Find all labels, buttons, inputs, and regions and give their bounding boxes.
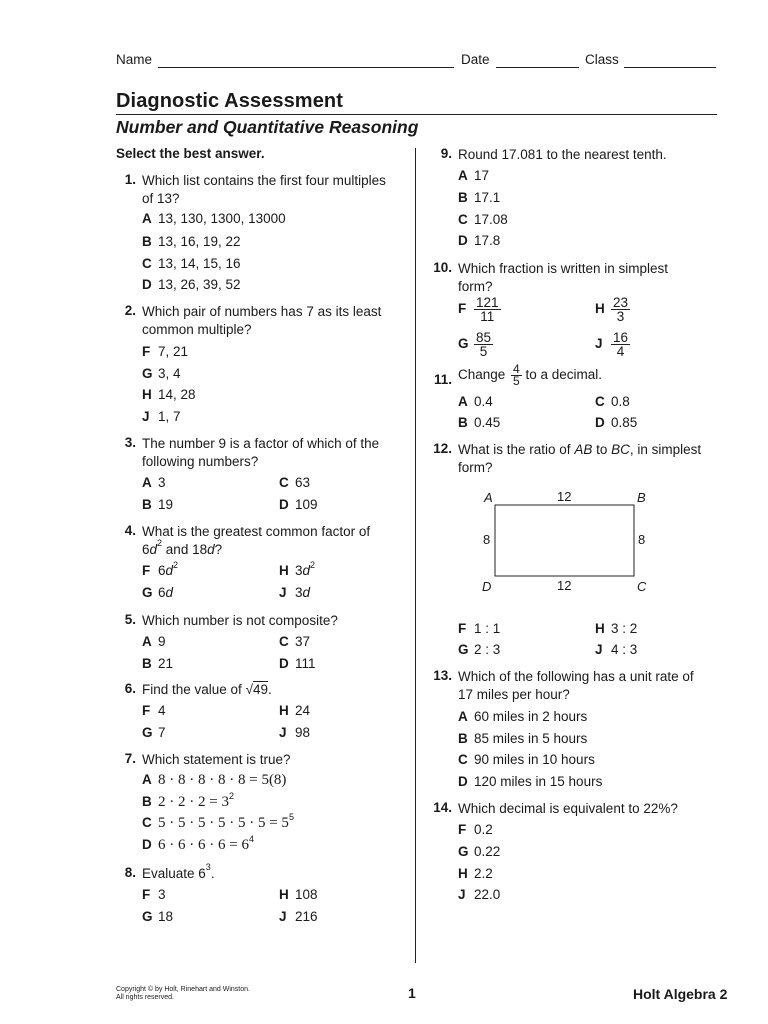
vertex-b-label: B bbox=[637, 490, 646, 505]
answer-option[interactable]: A 60 miles in 2 hours bbox=[458, 709, 588, 724]
question-text: Change $\frac{4}{5}$ to a decimal. bbox=[458, 362, 603, 388]
answer-option[interactable]: J 216 bbox=[279, 909, 318, 924]
answer-option[interactable]: H 108 bbox=[279, 887, 318, 902]
answer-option[interactable]: F $6d^2$ bbox=[142, 560, 179, 578]
question-number: 4. bbox=[124, 523, 136, 538]
question-number: 1. bbox=[124, 172, 136, 187]
side-ad-length: 8 bbox=[483, 532, 491, 547]
answer-option[interactable]: F 1 : 1 bbox=[458, 621, 501, 636]
answer-option[interactable]: F $\frac{121}{11}$ bbox=[458, 295, 499, 324]
answer-option[interactable]: B 85 miles in 5 hours bbox=[458, 731, 588, 746]
question-text: Which fraction is written in simplest form? bbox=[458, 261, 669, 294]
answer-option[interactable]: H 2.2 bbox=[458, 866, 493, 881]
date-line[interactable] bbox=[496, 67, 579, 68]
question-text: Which statement is true? bbox=[142, 752, 291, 767]
page-number: 1 bbox=[408, 985, 416, 1001]
page-title: Diagnostic Assessment bbox=[116, 90, 343, 112]
answer-option[interactable]: J 3d bbox=[279, 585, 311, 600]
question-number: 13. bbox=[433, 668, 452, 683]
answer-option[interactable]: H 24 bbox=[279, 703, 311, 718]
answer-option[interactable]: A 8 · 8 · 8 · 8 · 8 = 5(8) bbox=[142, 772, 287, 788]
answer-option[interactable]: C 37 bbox=[279, 634, 311, 649]
side-ab-length: 12 bbox=[557, 489, 572, 504]
question-text: What is the greatest common factor of $6d^2$ and 18d? bbox=[142, 524, 371, 557]
question-number: 7. bbox=[124, 751, 136, 766]
answer-option[interactable]: H 14, 28 bbox=[142, 387, 196, 402]
answer-option[interactable]: A 0.4 bbox=[458, 394, 493, 409]
question-text: The number 9 is a factor of which of the following numbers? bbox=[142, 436, 380, 469]
answer-option[interactable]: G 0.22 bbox=[458, 844, 501, 859]
answer-option[interactable]: D 109 bbox=[279, 497, 318, 512]
answer-option[interactable]: J $\frac{16}{4}$ bbox=[595, 330, 629, 359]
answer-option[interactable]: A 3 bbox=[142, 475, 166, 490]
answer-option[interactable]: G 18 bbox=[142, 909, 174, 924]
question-number: 12. bbox=[433, 441, 452, 456]
answer-option[interactable]: D 0.85 bbox=[595, 415, 638, 430]
answer-option[interactable]: H 3 : 2 bbox=[595, 621, 638, 636]
answer-option[interactable]: G 3, 4 bbox=[142, 366, 181, 381]
question-text: What is the ratio of AB to BC, in simplest form? bbox=[458, 442, 702, 475]
question-text: Which of the following has a unit rate of 17 miles per hour? bbox=[458, 669, 694, 702]
column-divider bbox=[415, 148, 416, 963]
book-title: Holt Algebra 2 bbox=[633, 986, 728, 1002]
answer-option[interactable]: B $2 \cdot 2 \cdot 2 = 3^2$ bbox=[142, 791, 234, 810]
answer-option[interactable]: F 7, 21 bbox=[142, 344, 189, 359]
answer-option[interactable]: G $\frac{85}{5}$ bbox=[458, 330, 492, 359]
answer-option[interactable]: G 6d bbox=[142, 585, 174, 600]
copyright-notice: Copyright © by Holt, Rinehart and Winston. All rights reserved. bbox=[116, 986, 250, 1001]
answer-option[interactable]: H $3d^2$ bbox=[279, 560, 316, 578]
answer-option[interactable]: B 21 bbox=[142, 656, 174, 671]
name-label: Name bbox=[116, 52, 153, 67]
answer-option[interactable]: J 4 : 3 bbox=[595, 642, 638, 657]
answer-option[interactable]: D 13, 26, 39, 52 bbox=[142, 277, 241, 292]
question-number: 10. bbox=[433, 260, 452, 275]
answer-option[interactable]: C 13, 14, 15, 16 bbox=[142, 256, 241, 271]
question-text: Which pair of numbers has 7 as its least common multiple? bbox=[142, 304, 382, 337]
answer-option[interactable]: D $6 \cdot 6 \cdot 6 \cdot 6 = 6^4$ bbox=[142, 834, 254, 853]
name-line[interactable] bbox=[158, 67, 454, 68]
side-dc-length: 12 bbox=[557, 578, 572, 593]
answer-option[interactable]: A 9 bbox=[142, 634, 166, 649]
answer-option[interactable]: D 111 bbox=[279, 656, 316, 671]
question-text: Which list contains the first four multiples of 13? bbox=[142, 173, 386, 206]
question-number: 14. bbox=[433, 800, 452, 815]
question-text: Which number is not composite? bbox=[142, 613, 338, 628]
page-subtitle: Number and Quantitative Reasoning bbox=[116, 117, 419, 137]
title-rule bbox=[116, 114, 717, 115]
answer-option[interactable]: B 0.45 bbox=[458, 415, 501, 430]
question-number: 6. bbox=[124, 681, 136, 696]
side-bc-length: 8 bbox=[638, 532, 646, 547]
question-number: 5. bbox=[124, 612, 136, 627]
answer-option[interactable]: F 0.2 bbox=[458, 822, 493, 837]
answer-option[interactable]: F 3 bbox=[142, 887, 166, 902]
answer-option[interactable]: G 7 bbox=[142, 725, 166, 740]
question-number: 2. bbox=[124, 303, 136, 318]
answer-option[interactable]: C 90 miles in 10 hours bbox=[458, 752, 595, 767]
question-number: 11. bbox=[433, 372, 452, 387]
header-fields bbox=[116, 52, 716, 72]
answer-option[interactable]: C 17.08 bbox=[458, 212, 508, 227]
instructions: Select the best answer. bbox=[116, 146, 265, 161]
answer-option[interactable]: C 0.8 bbox=[595, 394, 630, 409]
vertex-a-label: A bbox=[484, 490, 493, 505]
answer-option[interactable]: J 98 bbox=[279, 725, 311, 740]
answer-option[interactable]: F 4 bbox=[142, 703, 166, 718]
answer-option[interactable]: B 17.1 bbox=[458, 190, 501, 205]
class-line[interactable] bbox=[624, 67, 716, 68]
answer-option[interactable]: J 1, 7 bbox=[142, 409, 181, 424]
rectangle-abcd bbox=[495, 505, 634, 576]
answer-option[interactable]: H $\frac{23}{3}$ bbox=[595, 295, 629, 324]
question-text: Which decimal is equivalent to 22%? bbox=[458, 801, 678, 816]
date-label: Date bbox=[461, 52, 490, 67]
answer-option[interactable]: D 120 miles in 15 hours bbox=[458, 774, 603, 789]
class-label: Class bbox=[585, 52, 619, 67]
answer-option[interactable]: C $5 \cdot 5 \cdot 5 \cdot 5 \cdot 5 \cdot 5 = 5^5$ bbox=[142, 812, 294, 831]
question-text: Evaluate $6^3$. bbox=[142, 862, 215, 881]
answer-option[interactable]: B 19 bbox=[142, 497, 174, 512]
rectangle-figure bbox=[470, 485, 660, 595]
question-text: Round 17.081 to the nearest tenth. bbox=[458, 147, 667, 162]
answer-option[interactable]: B 13, 16, 19, 22 bbox=[142, 234, 241, 249]
answer-option[interactable]: G 2 : 3 bbox=[458, 642, 501, 657]
question-number: 3. bbox=[124, 435, 136, 450]
answer-option[interactable]: A 17 bbox=[458, 168, 490, 183]
question-number: 9. bbox=[440, 146, 452, 161]
answer-option[interactable]: J 22.0 bbox=[458, 887, 501, 902]
vertex-d-label: D bbox=[482, 579, 492, 594]
answer-option[interactable]: A 13, 130, 1300, 13000 bbox=[142, 211, 286, 226]
answer-option[interactable]: C 63 bbox=[279, 475, 311, 490]
question-number: 8. bbox=[124, 865, 136, 880]
answer-option[interactable]: D 17.8 bbox=[458, 233, 501, 248]
vertex-c-label: C bbox=[637, 579, 647, 594]
sqrt-symbol: √ bbox=[245, 682, 253, 697]
question-text: Find the value of √49. bbox=[142, 682, 272, 697]
